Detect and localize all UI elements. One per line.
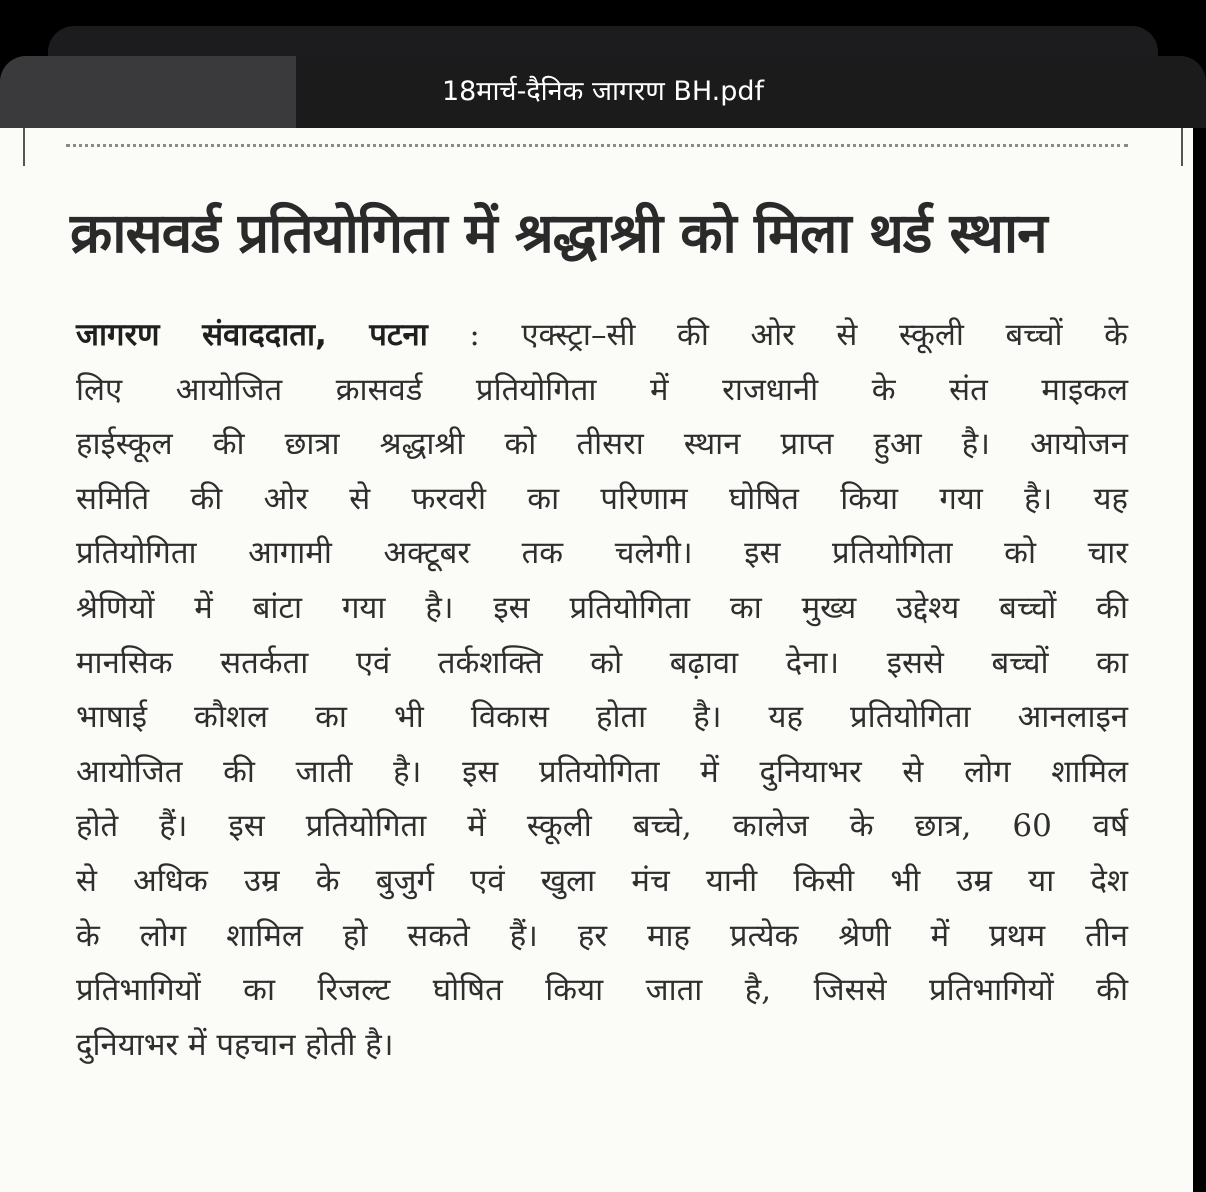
- article-first-line-text: : एक्स्ट्रा–सी की ओर से स्कूली बच्चों के: [427, 317, 1128, 353]
- article-line: के लोग शामिल हो सकते हैं। हर माह प्रत्येक श्रेणी में प्रथम तीन: [76, 917, 1128, 954]
- article-line: प्रतियोगिता आगामी अक्टूबर तक चलेगी। इस प्रतियोगिता को चार: [76, 535, 1128, 572]
- article-headline: क्रासवर्ड प्रतियोगिता में श्रद्धाश्री को मिला थर्ड स्थान: [70, 201, 1047, 265]
- article-line: आयोजित की जाती है। इस प्रतियोगिता में दुनियाभर से लोग शामिल: [76, 753, 1128, 790]
- article-line: दुनियाभर में पहचान होती है।: [76, 1026, 394, 1063]
- dotted-divider: [66, 144, 1128, 147]
- article-dateline: जागरण संवाददाता, पटना: [76, 317, 428, 353]
- article-line: भाषाई कौशल का भी विकास होता है। यह प्रतियोगिता आनलाइन: [76, 699, 1128, 736]
- article-line: श्रेणियों में बांटा गया है। इस प्रतियोगिता का मुख्य उद्देश्य बच्चों की: [76, 589, 1128, 626]
- article-line: हाईस्कूल की छात्रा श्रद्धाश्री को तीसरा स्थान प्राप्त हुआ है। आयोजन: [76, 426, 1128, 463]
- article-line: होते हैं। इस प्रतियोगिता में स्कूली बच्चे, कालेज के छात्र, 60 वर्ष: [76, 808, 1128, 845]
- article-first-line: [76, 308, 1128, 363]
- article-line: से अधिक उम्र के बुजुर्ग एवं खुला मंच यानी किसी भी उम्र या देश: [76, 862, 1128, 899]
- pdf-page: [0, 128, 1193, 1192]
- column-rule-left: [23, 128, 25, 166]
- article-line: प्रतिभागियों का रिजल्ट घोषित किया जाता है, जिससे प्रतिभागियों की: [76, 972, 1128, 1009]
- document-title: 18मार्च-दैनिक जागरण BH.pdf: [441, 76, 765, 107]
- column-rule-right: [1181, 128, 1183, 166]
- article-body: [76, 308, 1128, 1072]
- title-bar: [0, 56, 1206, 128]
- article-line: समिति की ओर से फरवरी का परिणाम घोषित किया गया है। यह: [76, 480, 1128, 517]
- article-line: मानसिक सतर्कता एवं तर्कशक्ति को बढ़ावा देना। इससे बच्चों का: [76, 644, 1128, 681]
- article-line: लिए आयोजित क्रासवर्ड प्रतियोगिता में राजधानी के संत माइकल: [76, 371, 1128, 408]
